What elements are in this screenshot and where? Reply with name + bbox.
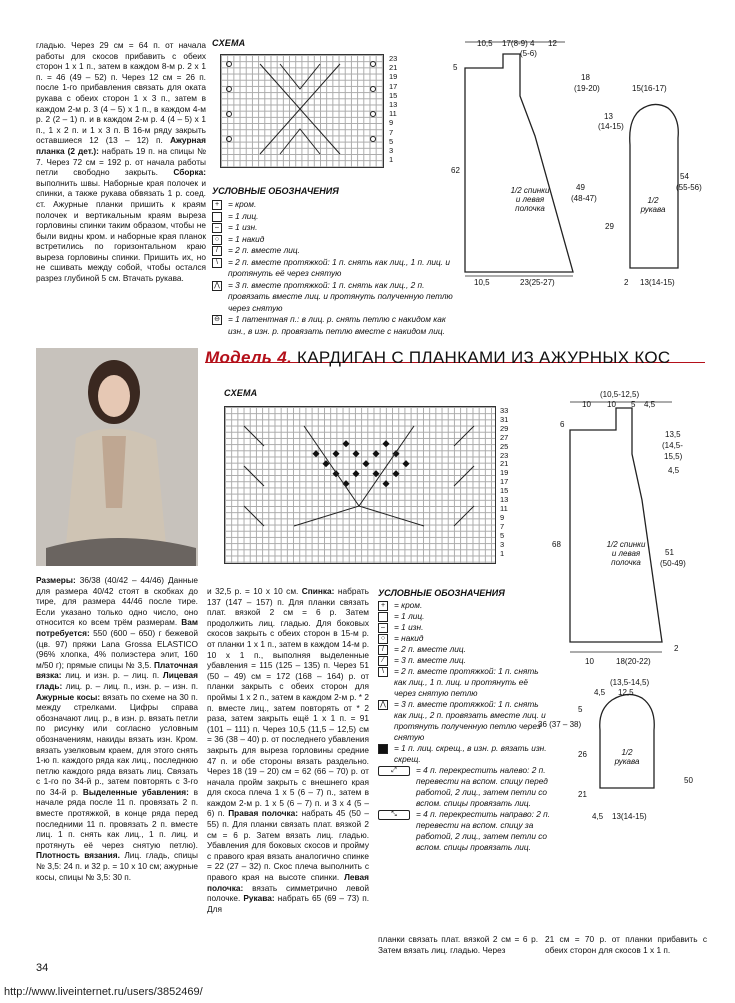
legend-item: = 3 п. вместе лиц. (394, 655, 466, 665)
garter-heading: Платочная вязка: (36, 659, 198, 681)
m-dim-51s: (50-49) (660, 559, 686, 568)
m-sl-top: (13,5-14,5) (610, 678, 650, 687)
legend-item: = кром. (228, 199, 257, 209)
row-number: 9 (500, 512, 505, 522)
legend-item: = 2 п. вместе протяжкой: 1 п. снять как лиц., 1 п. лиц. и протянуть её через снятую (228, 256, 450, 278)
top-schema-row-numbers (389, 55, 409, 163)
row-number: 7 (389, 127, 394, 137)
row-number: 11 (500, 503, 508, 513)
row-number: 17 (389, 81, 398, 91)
sizes-text: 36/38 (40/42 – 44/46) Данные для размера 40/42 стоят в скобках до тире, для размера 44/46 после тире. Если указано только одно число, оно относится ко всем трём размерам. (36, 575, 199, 628)
dim-top-2: 4 (530, 39, 535, 48)
top-schema-title: СХЕМА (212, 38, 246, 48)
row-number: 11 (389, 109, 397, 119)
col1-text (36, 575, 198, 882)
legend-item: = 4 п. перекрестить направо: 2 п. перевести на вспом. спицу за работой, 2 лиц., затем петли со вспом. спицы провязать лиц. (416, 809, 551, 852)
gauge-continued: и 32,5 р. = 10 х 10 см. (207, 586, 299, 596)
right-front-heading: Правая полочка: (228, 808, 299, 819)
materials-heading: Вам потребуется: (36, 617, 198, 638)
row-number: 29 (500, 423, 509, 433)
top-schema-pattern (220, 54, 382, 166)
legend-item: = 1 изн. (394, 622, 424, 632)
model-sleeve-diagram (590, 680, 680, 800)
m-dim-13: 13,5 (665, 430, 681, 439)
back-text: набрать 137 (147 – 157) п. Для планки связать плат. вязкой 2 см = 6 р. Затем продолжить лиц. гладью. Для боковых скосов закрыть с обеих сторон в 15-м р. от планки 1 х 1 п., затем в каждом 14-м р. 10 х 1 п., выполняя выделенные убавления = 115 (125 – 135) п. Через 51 (50 – 49) см = 172 (168 – 164) р. от планки закрыть с обеих сторон для проймы 1 х 2 п., затем в каждом 2-м р. * 2 п. вместе лиц., затем повторять от * 2 раза, затем закрыть ещё 1 х 1 п. = 91 (101 – 111) п. Через 10,5 (11,5 – 12,5) см = 36 (38 – 40) р. от последнего убавления закрыть для выреза горловины средние 47 п. и обе стороны вязать раздельно. Через 18 (19 – 20) см = 62 (66 – 70) р. от начала пройм закрыть с внешнего края для скоса плеча 1 х 5 (6 – 7) п., затем в каждом 2-м р. 1 х 5 (6 – 7) п. и 3 х 4 (5 – 6) п. (207, 586, 369, 819)
sleeve-dim-29: 29 (605, 222, 614, 231)
sleeves-heading: Рукава: (243, 893, 275, 904)
model-schema-pattern (224, 406, 494, 562)
legend-item: = 2 п. вместе лиц. (394, 644, 466, 654)
left-front-heading: Левая полочка: (207, 872, 369, 893)
dim-sub: (5-6) (520, 49, 537, 58)
dim-top-0: 10,5 (477, 39, 493, 48)
k2tog-icon: / (212, 246, 222, 256)
dim-49: 49 (576, 183, 585, 192)
m-dim-top-0: (10,5-12,5) (600, 390, 640, 399)
row-number: 31 (500, 414, 509, 424)
m-dim-top-4: 4,5 (644, 400, 656, 409)
row-number: 3 (500, 539, 505, 549)
dim-bottom-1: 23(25-27) (520, 278, 555, 287)
m-sl-26: 26 (578, 750, 587, 759)
row-number: 15 (389, 90, 398, 100)
top-legend (212, 199, 462, 337)
sborka-text: выполнить швы. Наборные края полочек и спинки, а также рукава обвязать 1 р. соед. ст. Ажурные планки пришить к краям полочек и вертикальным краям выреза горловины спинки таким образом, чтобы не были видны кром. и наборные края планок встретились по горизонтальном краю выреза горловины спинки. Пришить их, но не сшивать между собой, чтобы остался разрез глубиной 5 см. Втачать рукава. (36, 177, 206, 284)
m-sl-top3: 4,5 (594, 688, 606, 697)
row-number: 25 (500, 441, 509, 451)
m-sl-36: 36 (37 – 38) (538, 720, 582, 729)
row-number: 7 (500, 521, 505, 531)
sk2p-icon: ⋀ (378, 700, 388, 710)
dim-18: 18 (581, 73, 590, 82)
model-schema-row-numbers (500, 407, 520, 558)
planka-text: набрать 19 п. на спицы № 7. Через 72 см = 192 р. от начала работы петли свободно закрыть. (36, 145, 206, 178)
cable-right-icon: ⤡ (378, 810, 410, 820)
row-number: 21 (389, 63, 398, 73)
row-number: 1 (389, 155, 394, 165)
gauge-text: Лиц. гладь, спицы № 3,5: 24 п. и 32 р. = 10 х 10 см; ажурные косы, спицы № 3,5: 30 п. (36, 850, 199, 882)
right-front-text: набрать 45 (50 – 55) п. Для планки связать плат. вязкой 2 см = 6 р. Затем вязать лиц. гладью. Убавления для боковых скосов и пройму с правого края вязать аналогично спинке = 22 (27 – 32) п. Скос плеча выполнить с правого края на высоте спинки. (207, 808, 370, 883)
m-sl-top2: 12,5 (618, 688, 634, 697)
dim-62: 62 (451, 166, 460, 175)
bottom-mid-text: планки связать плат. вязкой 2 см = 6 р. Затем вязать лиц. гладью. Через (378, 934, 538, 955)
m-back-label: 1/2 спинки и левая полочка (606, 540, 646, 567)
selvage-icon: + (378, 601, 388, 611)
legend-item: = 2 п. вместе лиц. (228, 245, 300, 255)
dim-top-1: 17(8-9) (502, 39, 528, 48)
col2-text (207, 586, 369, 914)
yarn-over-icon: ○ (378, 634, 388, 644)
purl-icon: – (212, 223, 222, 233)
back-piece-label: 1/2 спинки и левая полочка (510, 186, 550, 213)
top-text-column (36, 40, 206, 284)
knit-icon (378, 612, 388, 622)
source-url: http://www.liveinternet.ru/users/3852469/ (4, 986, 203, 998)
k2tog-icon: / (378, 645, 388, 655)
ssk-icon: \ (378, 667, 388, 677)
ssk-icon: \ (212, 258, 222, 268)
legend-item: = накид (394, 633, 424, 643)
model-body-diagram (560, 390, 683, 660)
model-legend (378, 600, 550, 853)
legend-item: = 2 п. вместе протяжкой: 1 п. снять как лиц., 1 п. лиц. и протянуть её через снятую петлю (394, 666, 539, 698)
m-dim-13s: (14,5- (662, 441, 683, 450)
cable-left-icon: ⤢ (378, 766, 410, 776)
model-name: КАРДИГАН С ПЛАНКАМИ ИЗ АЖУРНЫХ КОС (297, 348, 671, 367)
legend-item: = 1 п. лиц. скрещ., в изн. р. вязать изн. скрещ. (394, 743, 547, 764)
dim-18s: (19-20) (574, 84, 600, 93)
row-number: 19 (389, 72, 398, 82)
back-heading: Спинка: (301, 586, 335, 596)
m-dim-51: 51 (665, 548, 674, 557)
sleeve-text: гладью. Через 29 см = 64 п. от начала работы для скосов прибавить с обеих сторон 1 х 1 п., затем в каждом 8-м р. 2 х 1 п. = 46 (49 – 52) п. Через 12 см = 26 п. после 1-го прибавления связать для оката рукава с обеих сторон 1 х 3 п., затем в каждом 2-м р. 3 (4 – 5) х 1 п., в каждом 4-м р. 2 (2 – 1) п. и в каждом 2-м р. 4 (4 – 5) х 1 п., 1 х 2 п. и 1 х 3 п. В 16-м ряду закрыть оставшиеся 12 (13 – 12) п. (36, 40, 206, 146)
lace-cables-text: вязать по схеме на 30 п. между стрелками. Цифры справа обозначают лиц. р., в изн. р. вязать петли по рисунку или согласно условным обозначениям, накиды вязать изн. Кром. вязать узелковым краем, для этого снять 1-ю п. каждого ряда как лиц., последнюю петлю каждого ряда вязать лиц. Связать с 1-го по 34-й р., затем повторять с 3-го по 34-й р. (36, 691, 198, 797)
legend-item: = кром. (394, 600, 423, 610)
row-number: 17 (500, 477, 509, 487)
model-title (205, 348, 710, 368)
page-number: 34 (36, 962, 49, 974)
legend-item: = 4 п. перекрестить налево: 2 п. перевести на вспом. спицу перед работой, 2 лиц., затем петли со вспом. спицы провязать лиц. (416, 765, 548, 808)
m-dim-13s2: 15,5) (664, 452, 683, 461)
m-sleeve-label: 1/2 рукава (614, 748, 640, 766)
twisted-stitch-icon (378, 744, 388, 754)
bottom-right-text: 21 см = 70 р. от планки прибавить с обеих сторон для скосов 1 х 1 п. (545, 934, 707, 955)
k3tog-icon: ⁄ (378, 656, 388, 666)
row-number: 13 (389, 100, 398, 110)
m-sl-bottom-1: 13(14-15) (612, 812, 647, 821)
knit-icon (212, 212, 222, 222)
legend-item: = 1 лиц. (228, 210, 259, 221)
m-sl-5: 5 (578, 705, 583, 714)
row-number: 3 (389, 146, 394, 156)
legend-item: = 1 изн. (228, 222, 258, 232)
planka-heading: Ажурная планка (2 дет.): (36, 135, 206, 156)
patent-stitch-icon: ⊖ (212, 315, 222, 325)
sleeve-dim-54s: (55-56) (676, 183, 702, 192)
left-front-text: вязать симметрично левой полочке. (207, 882, 369, 904)
sleeve-dim-54: 54 (680, 172, 689, 181)
top-legend-title: УСЛОВНЫЕ ОБОЗНАЧЕНИЯ (212, 186, 339, 196)
sleeve-bottom-1: 13(14-15) (640, 278, 675, 287)
dim-49s: (48-47) (571, 194, 597, 203)
row-number: 15 (500, 486, 509, 496)
model-legend-title: УСЛОВНЫЕ ОБОЗНАЧЕНИЯ (378, 588, 505, 598)
sleeve-bottom-0: 2 (624, 278, 629, 287)
decreases-heading: Выделенные убавления: (82, 786, 189, 797)
m-dim-top-3: 5 (631, 400, 636, 409)
sleeve-dim-13: 13 (604, 112, 613, 121)
row-number: 33 (500, 406, 509, 415)
model-photo (36, 348, 198, 566)
sleeve-dim-top: 15(16-17) (632, 84, 667, 93)
m-dim-2: 2 (674, 644, 679, 653)
m-dim-68: 68 (552, 540, 561, 549)
legend-item: = 3 п. вместе протяжкой: 1 п. снять как лиц., 2 п. провязать вместе лиц. и протянуть полученную петлю через снятую (394, 699, 546, 742)
row-number: 5 (389, 136, 394, 146)
purl-icon: – (378, 623, 388, 633)
dim-top-3: 12 (548, 39, 557, 48)
sk2p-icon: ⋀ (212, 281, 222, 291)
m-sl-21: 21 (578, 790, 587, 799)
row-number: 9 (389, 118, 394, 128)
selvage-icon: + (212, 200, 222, 210)
row-number: 23 (500, 450, 509, 460)
legend-item: = 1 патентная п.: в лиц. р. снять петлю с накидом как изн., в изн. р. провязать петлю вместе с накидом лиц. (228, 314, 446, 336)
legend-item: = 1 лиц. (394, 611, 425, 621)
m-dim-bottom-0: 10 (585, 657, 594, 666)
sleeves-text: набрать 65 (69 – 73) п. Для (207, 893, 369, 914)
row-number: 13 (500, 495, 509, 505)
top-body-diagram (455, 36, 585, 286)
row-number: 27 (500, 432, 509, 442)
m-dim-6: 6 (560, 420, 565, 429)
row-number: 19 (500, 468, 509, 478)
dim-bottom-0: 10,5 (474, 278, 490, 287)
lace-cables-heading: Ажурные косы: (36, 691, 101, 702)
decreases-text: в начале ряда после 11 п. провязать 2 п. вместе протяжкой, в конце ряда перед последними 11 п. провязать 2 п. вместе лиц. 1 п. снять как лиц., 1 п. лиц. и протянуть её через снятую петлю). (36, 786, 199, 850)
model-schema-title: СХЕМА (224, 388, 258, 398)
m-dim-bottom-1: 18(20-22) (616, 657, 651, 666)
m-dim-top-2: 10 (607, 400, 616, 409)
woman-cardigan-photo (36, 348, 198, 566)
sborka-heading: Сборка: (173, 167, 206, 178)
model-number: Модель 4. (205, 348, 292, 367)
row-number: 5 (500, 530, 505, 540)
sleeve-dim-13s: (14-15) (598, 122, 624, 131)
stockinette-heading: Лицевая гладь: (36, 670, 198, 691)
stockinette-text: лиц. р. – лиц. п., изн. р. – изн. п. (65, 680, 198, 691)
m-dim-top-1: 10 (582, 400, 591, 409)
legend-item: = 3 п. вместе протяжкой: 1 п. снять как лиц., 2 п. провязать вместе лиц. и протянуть полученную петлю через снятую (228, 279, 453, 313)
legend-item: = 1 накид (228, 233, 265, 244)
yarn-over-icon: ○ (212, 235, 222, 245)
sizes-heading: Размеры: (36, 575, 76, 585)
materials-text: 550 (600 – 650) г бежевой (цв. 97) пряжи Lana Grossa ELASTICO (96% хлопка, 4% полиэстера элит, 160 м/50 г); прямые спицы № 3,5. (36, 627, 198, 670)
gauge-heading: Плотность вязания. (36, 850, 120, 861)
m-sl-bottom-0: 4,5 (592, 812, 604, 821)
m-dim-45: 4,5 (668, 466, 680, 475)
sleeve-piece-label: 1/2 рукава (640, 196, 666, 214)
m-sl-50: 50 (684, 776, 693, 785)
garter-text: лиц. и изн. р. – лиц. п. (65, 670, 160, 681)
row-number: 21 (500, 459, 509, 469)
row-number: 23 (389, 54, 398, 63)
row-number: 1 (500, 548, 505, 558)
dim-5: 5 (453, 63, 458, 72)
